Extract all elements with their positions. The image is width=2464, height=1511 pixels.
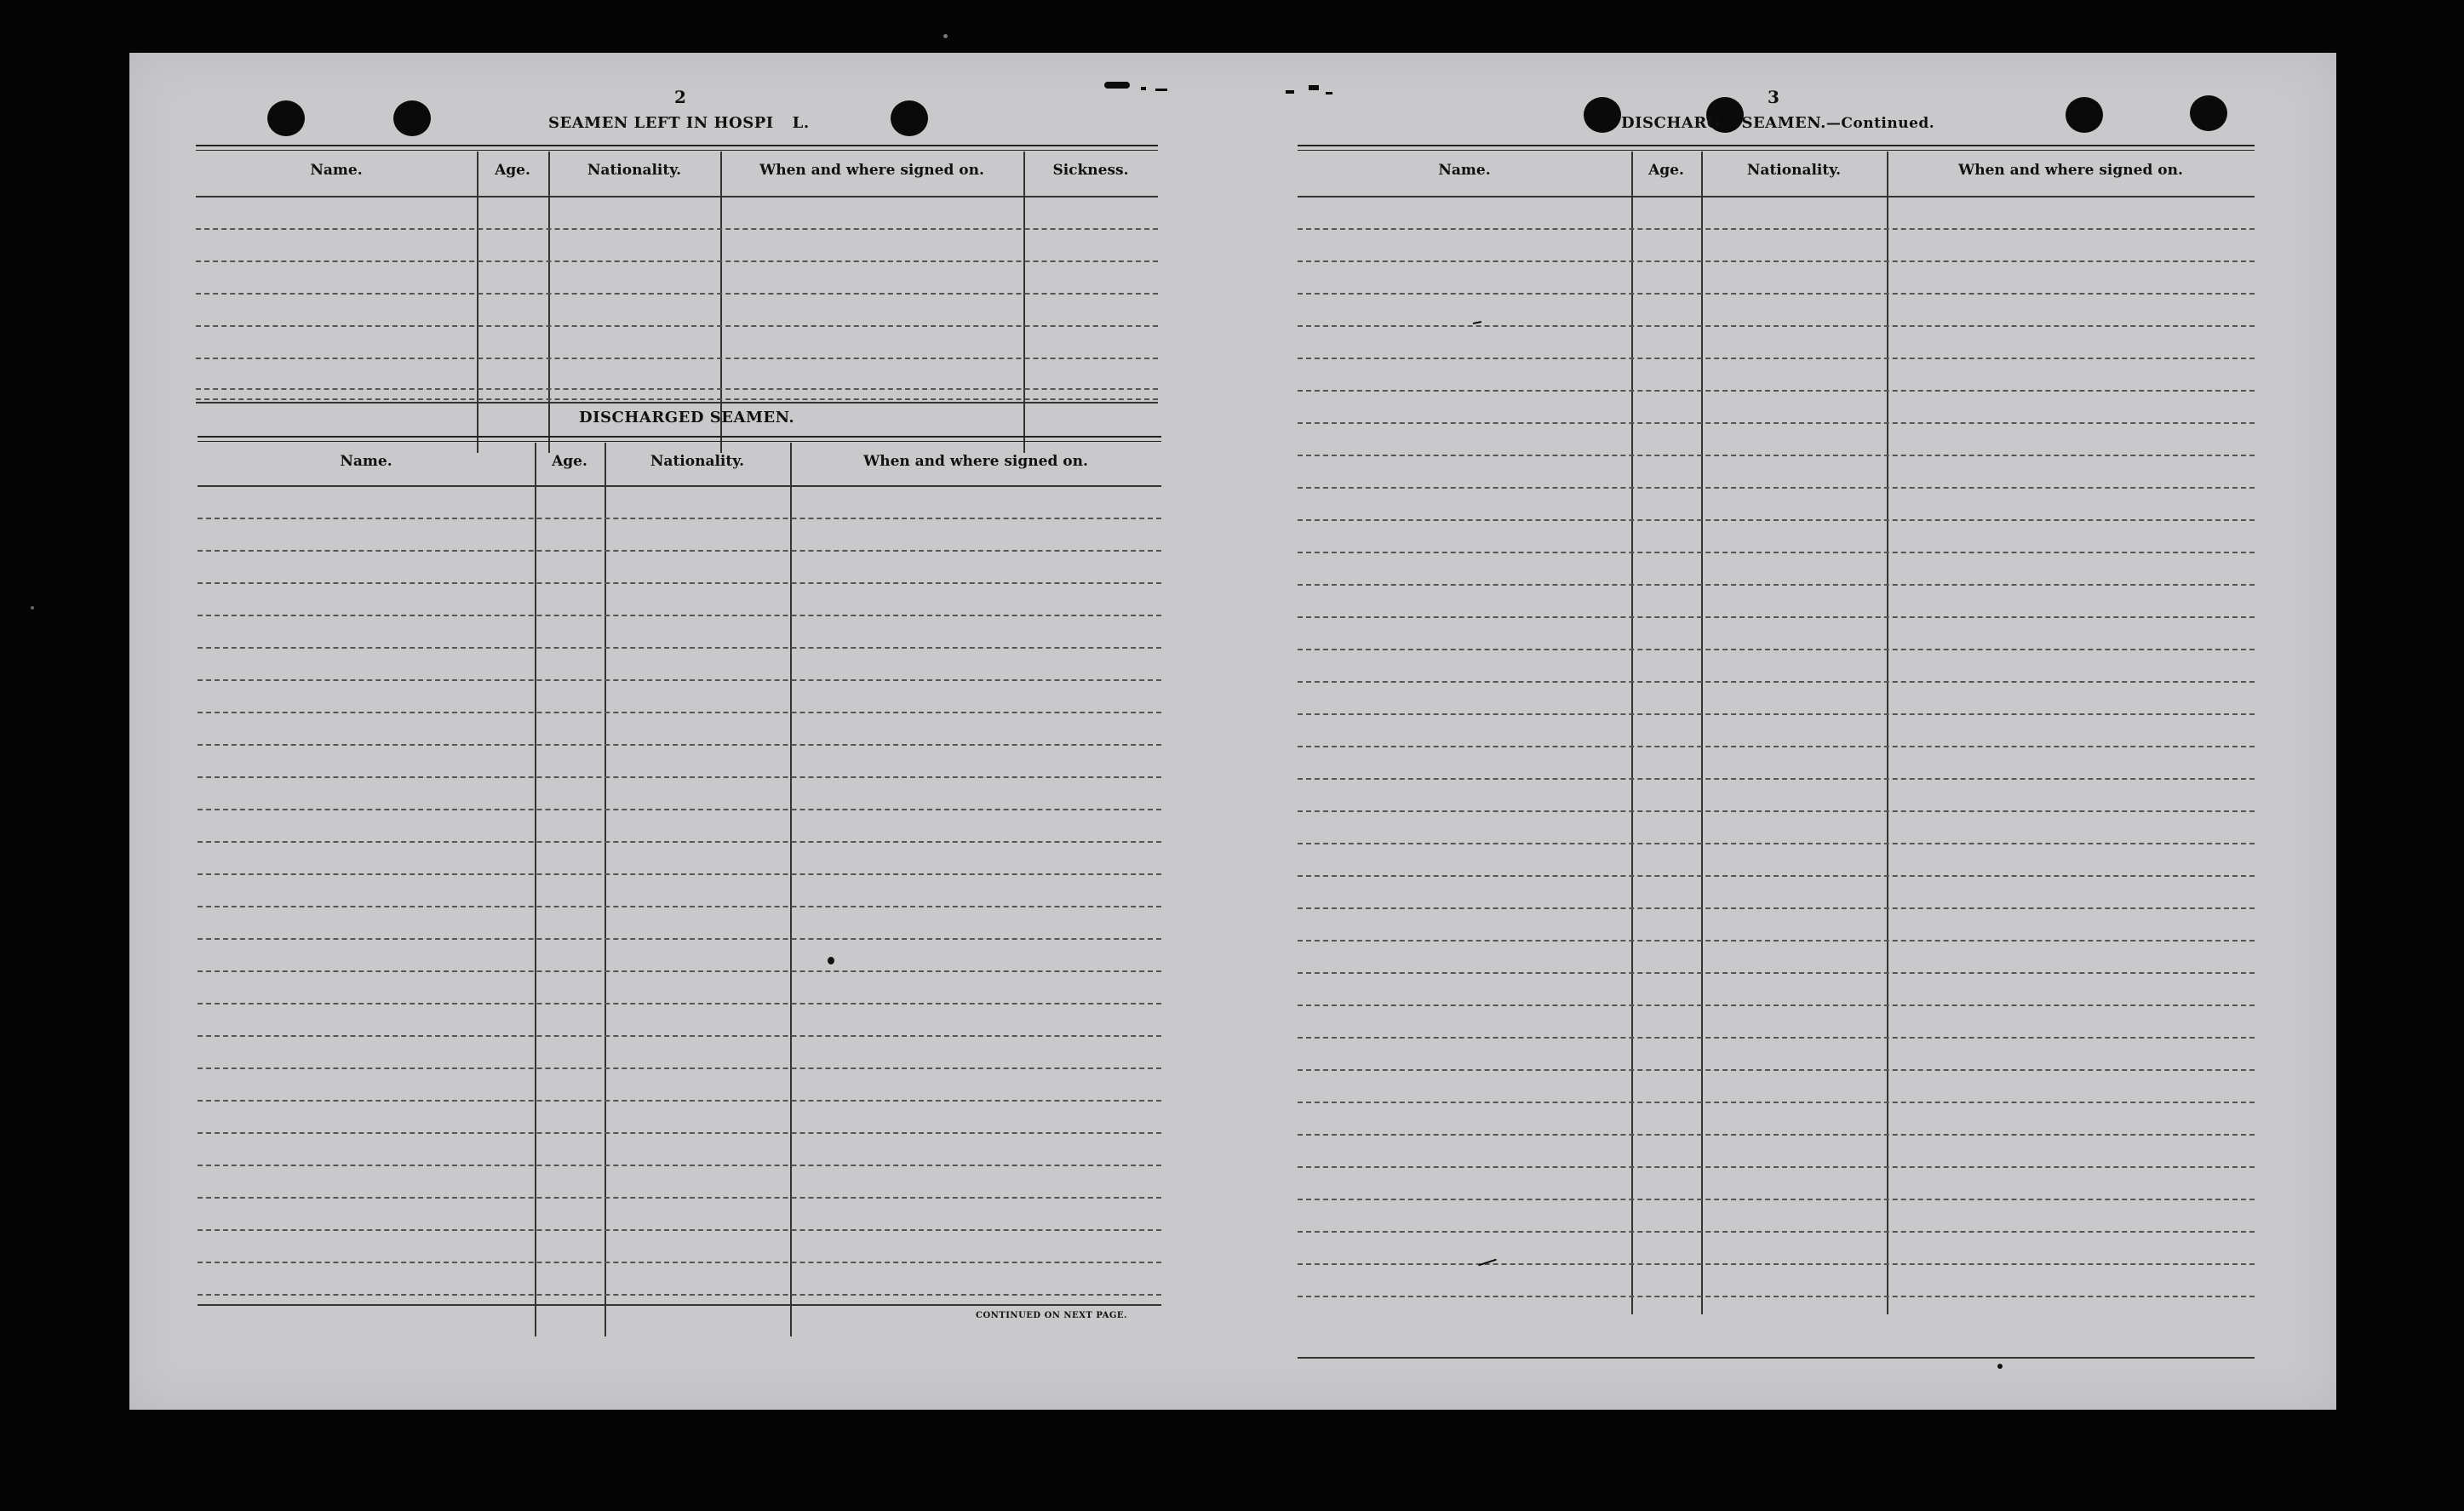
ink-smudge	[1155, 89, 1167, 91]
discharged-continued-title	[1621, 114, 1934, 132]
title-main: SEAMEN.	[1735, 114, 1826, 132]
ink-dot	[828, 957, 834, 964]
col-header-signed-on: When and where signed on.	[863, 453, 1088, 470]
dust-speck	[943, 34, 948, 38]
punch-hole	[891, 100, 928, 136]
hospital-section-title	[548, 114, 810, 132]
col-header-age: Age.	[495, 162, 530, 179]
discharged-section-title: DISCHARGED SEAMEN.	[579, 409, 795, 426]
col-header-name: Name.	[340, 453, 393, 470]
discharged-table-right	[1298, 145, 2255, 1362]
col-header-nationality: Nationality.	[587, 162, 682, 179]
col-header-sickness: Sickness.	[1052, 162, 1129, 179]
col-header-age: Age.	[1648, 162, 1684, 179]
page-number-left: 2	[674, 87, 686, 107]
col-header-name: Name.	[310, 162, 363, 179]
ink-smudge	[1141, 87, 1146, 90]
discharged-table-left	[198, 436, 1161, 1355]
ink-smudge	[1286, 90, 1294, 94]
hospital-title-end: L.	[792, 114, 810, 132]
col-header-age: Age.	[552, 453, 587, 470]
dust-speck	[31, 606, 34, 610]
col-header-nationality: Nationality.	[1746, 162, 1842, 179]
col-header-signed-on: When and where signed on.	[1958, 162, 2183, 179]
document-sheet	[129, 53, 2336, 1410]
col-header-name: Name.	[1438, 162, 1491, 179]
punch-hole	[2190, 95, 2227, 131]
page-number-right: 3	[1768, 87, 1779, 107]
punch-hole	[2066, 97, 2103, 133]
ink-smudge	[1104, 82, 1130, 89]
title-prefix: DISCHARG	[1621, 114, 1721, 132]
col-header-nationality: Nationality.	[650, 453, 745, 470]
title-suffix: —Continued.	[1825, 115, 1935, 132]
punch-hole	[267, 100, 305, 136]
ink-smudge	[1326, 92, 1332, 94]
ink-dot	[1997, 1364, 2003, 1369]
punch-hole	[1584, 97, 1621, 133]
hospital-table	[196, 145, 1158, 453]
ink-smudge	[1309, 85, 1319, 90]
hospital-title-text: SEAMEN LEFT IN HOSPI	[548, 114, 774, 132]
punch-hole	[393, 100, 431, 136]
col-header-signed-on: When and where signed on.	[759, 162, 984, 179]
continued-footnote: CONTINUED ON NEXT PAGE.	[976, 1311, 1128, 1320]
